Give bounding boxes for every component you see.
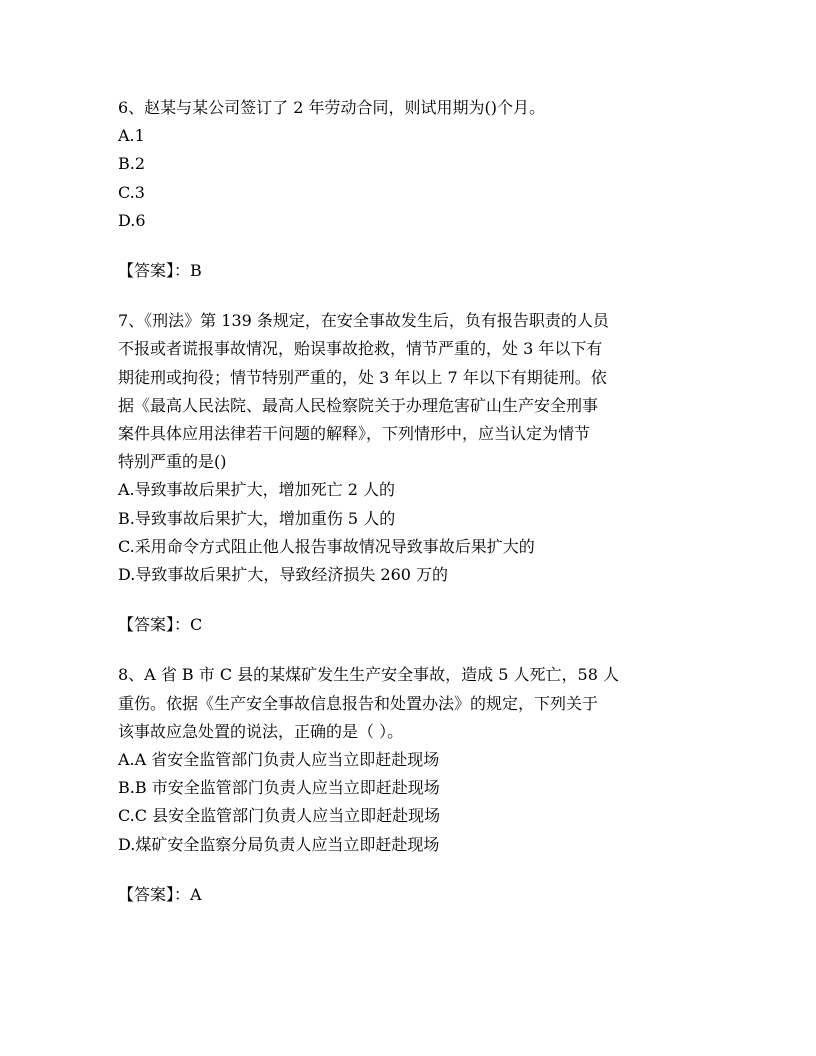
question-8 [118, 661, 698, 909]
question-stem-line: 该事故应急处置的说法，正确的是（ ）。 [118, 721, 404, 741]
option-b: B.2 [118, 154, 146, 174]
option-d: D.导致事故后果扩大，导致经济损失 260 万的 [118, 565, 449, 585]
option-c: C.采用命令方式阻止他人报告事故情况导致事故后果扩大的 [118, 536, 535, 556]
option-d: D.煤矿安全监察分局负责人应当立即赶赴现场 [118, 834, 440, 854]
option-a: A.1 [118, 126, 145, 146]
answer-label: 【答案】：C [118, 615, 203, 635]
question-stem-line: 据《最高人民法院、最高人民检察院关于办理危害矿山生产安全刑事 [118, 395, 599, 415]
answer-label: 【答案】：B [118, 261, 202, 281]
question-stem-line: 重伤。依据《生产安全事故信息报告和处置办法》的规定，下列关于 [118, 693, 599, 713]
answer-label: 【答案】：A [118, 884, 202, 904]
option-b: B.B 市安全监管部门负责人应当立即赶赴现场 [118, 778, 440, 798]
question-stem-line: 7、《刑法》第 139 条规定，在安全事故发生后，负有报告职责的人员 [118, 311, 609, 331]
option-d: D.6 [118, 210, 146, 230]
question-stem-line: 期徒刑或拘役；情节特别严重的，处 3 年以上 7 年以下有期徒刑。依 [118, 367, 607, 387]
question-stem-line: 6、赵某与某公司签订了 2 年劳动合同，则试用期为()个月。 [118, 98, 546, 117]
option-c: C.3 [118, 182, 145, 202]
option-a: A.导致事故后果扩大，增加死亡 2 人的 [118, 480, 395, 500]
question-7 [118, 307, 698, 639]
option-b: B.导致事故后果扩大，增加重伤 5 人的 [118, 508, 396, 528]
question-6 [118, 94, 698, 285]
exam-page [118, 94, 698, 931]
question-stem-line: 案件具体应用法律若干问题的解释》，下列情形中，应当认定为情节 [118, 424, 591, 444]
question-stem-line: 8、A 省 B 市 C 县的某煤矿发生生产安全事故，造成 5 人死亡，58 人 [118, 665, 619, 685]
option-a: A.A 省安全监管部门负责人应当立即赶赴现场 [118, 750, 440, 770]
option-c: C.C 县安全监管部门负责人应当立即赶赴现场 [118, 806, 441, 826]
question-stem-line: 不报或者谎报事故情况，贻误事故抢救，情节严重的，处 3 年以下有 [118, 339, 603, 359]
question-stem-line: 特别严重的是() [118, 452, 227, 472]
